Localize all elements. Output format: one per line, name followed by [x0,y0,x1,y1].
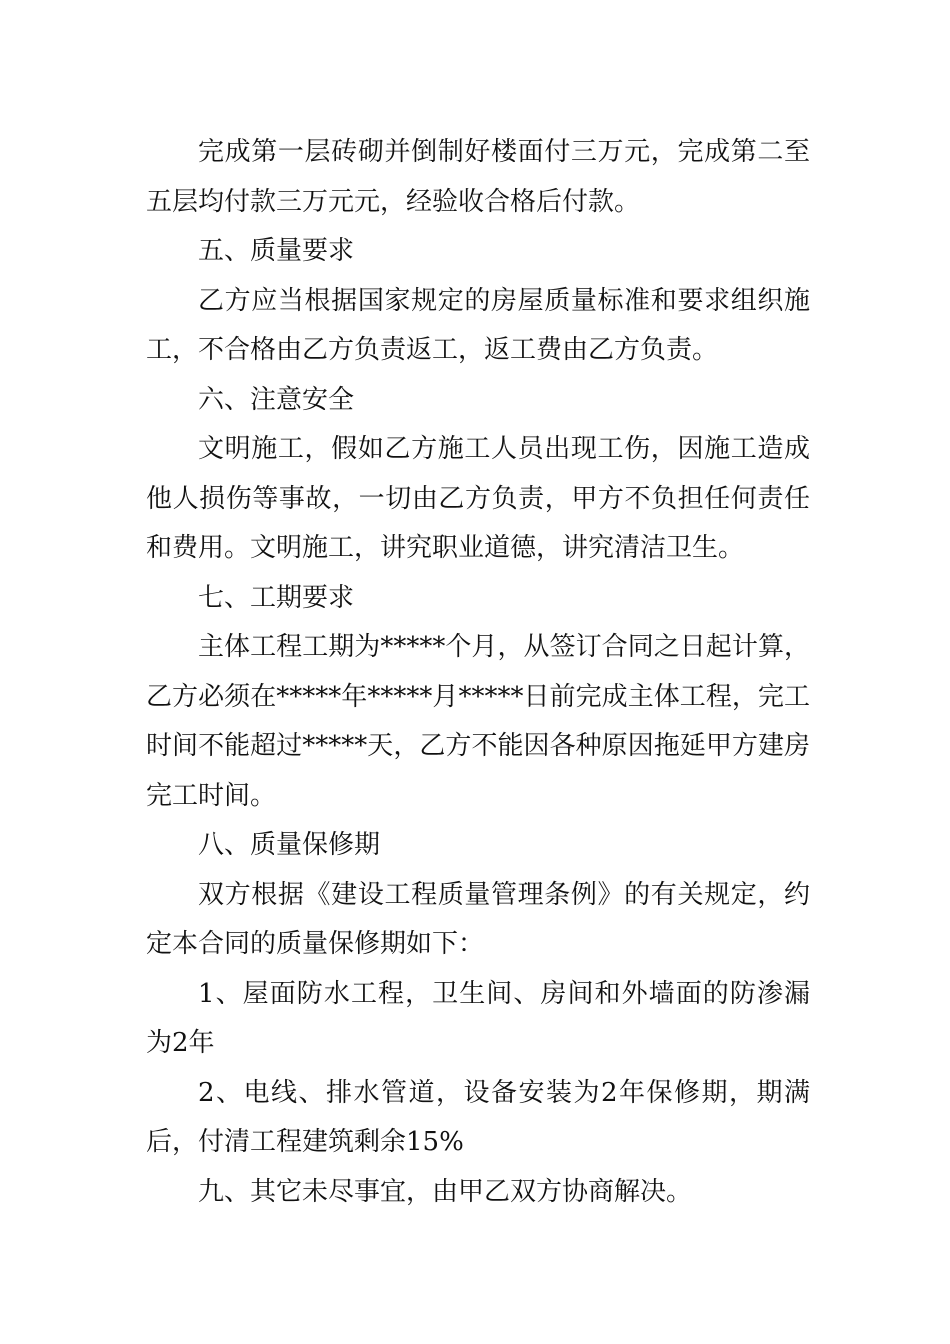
paragraph-warranty: 双方根据《建设工程质量管理条例》的有关规定，约定本合同的质量保修期如下： [146,879,810,959]
list-item-electrical: 2、电线、排水管道，设备安装为2年保修期，期满后，付清工程建筑剩余15% [146,1077,810,1157]
heading-quality-requirements: 五、质量要求 [198,236,355,266]
list-item-waterproofing: 1、屋面防水工程，卫生间、房间和外墙面的防渗漏为2年 [146,978,810,1058]
paragraph-safety: 文明施工，假如乙方施工人员出现工伤，因施工造成他人损伤等事故，一切由乙方负责，甲方不负担任何责任和费用。文明施工，讲究职业道德，讲究清洁卫生。 [146,434,810,563]
paragraph-payment-schedule: 完成第一层砖砌并倒制好楼面付三万元，完成第二至五层均付款三万元元，经验收合格后付款。 [146,137,810,217]
heading-warranty: 八、质量保修期 [198,830,381,860]
paragraph-other-matters: 九、其它未尽事宜，由甲乙双方协商解决。 [198,1176,693,1207]
heading-schedule: 七、工期要求 [198,582,355,613]
document-body [146,128,810,1217]
paragraph-schedule: 主体工程工期为*****个月，从签订合同之日起计算，乙方必须在*****年*****月*****日前完成主体工程，完工时间不能超过*****天，乙方不能因各种原因拖延甲方建房完工时间。 [146,632,810,811]
paragraph-quality-requirements: 乙方应当根据国家规定的房屋质量标准和要求组织施工，不合格由乙方负责返工，返工费由乙方负责。 [146,285,810,365]
heading-safety: 六、注意安全 [198,384,355,415]
